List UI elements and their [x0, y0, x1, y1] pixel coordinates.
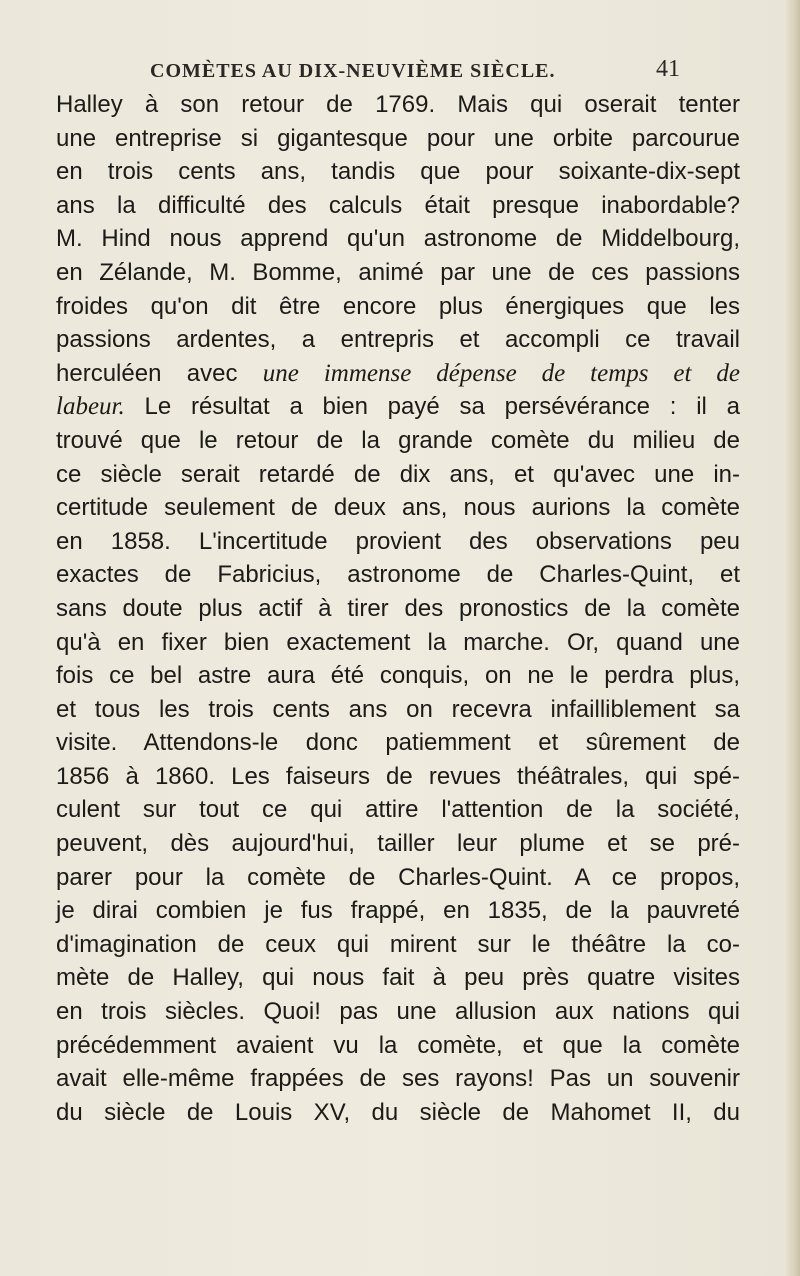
text-line: M. Hind nous apprend qu'un astronome de Middelbourg, [56, 225, 740, 253]
text-run: Le résultat a bien payé sa persévérance : il a [124, 393, 740, 421]
text-line: visite. Attendons-le donc patiemment et sûrement de [56, 729, 740, 757]
text-line: en 1858. L'incertitude provient des observations peu [56, 527, 740, 555]
text-run: herculéen avec [56, 359, 263, 387]
text-line: exactes de Fabricius, astronome de Charles-Quint, et [56, 561, 740, 589]
text-line: certitude seulement de deux ans, nous aurions la comète [56, 494, 740, 522]
text-line: avait elle-même frappées de ses rayons! Pas un souvenir [56, 1065, 740, 1093]
text-line-with-italic [56, 390, 740, 424]
text-line: qu'à en fixer bien exactement la marche. Or, quand une [56, 628, 740, 656]
text-line: du siècle de Louis XV, du siècle de Mahomet II, du [56, 1098, 740, 1126]
page-header [150, 56, 680, 88]
page-edge [786, 0, 800, 1276]
text-line: en trois siècles. Quoi! pas une allusion aux nations qui [56, 998, 740, 1026]
text-line: mète de Halley, qui nous fait à peu près quatre visites [56, 964, 740, 992]
text-line: Halley à son retour de 1769. Mais qui oserait tenter [56, 91, 740, 118]
text-line: passions ardentes, a entrepris et accompli ce travail [56, 326, 740, 354]
running-title: COMÈTES AU DIX-NEUVIÈME SIÈCLE. [150, 60, 556, 82]
text-line: culent sur tout ce qui attire l'attention de la société, [56, 796, 740, 824]
text-line: trouvé que le retour de la grande comète du milieu de [56, 426, 740, 454]
text-line: peuvent, dès aujourd'hui, tailler leur plume et se pré- [56, 830, 740, 858]
text-line-with-italic [56, 357, 740, 391]
text-line: sans doute plus actif à tirer des pronostics de la comète [56, 594, 740, 622]
text-line: je dirai combien je fus frappé, en 1835, de la pauvreté [56, 897, 740, 925]
text-line: une entreprise si gigantesque pour une orbite parcourue [56, 124, 740, 152]
text-line: froides qu'on dit être encore plus énergiques que les [56, 292, 740, 320]
text-line: ans la difficulté des calculs était presque inabordable? [56, 191, 740, 219]
text-line: parer pour la comète de Charles-Quint. A ce propos, [56, 863, 740, 891]
text-line: précédemment avaient vu la comète, et que la comète [56, 1031, 740, 1059]
body-text [56, 88, 740, 1129]
italic-word: labeur. [56, 393, 125, 421]
page-number: 41 [656, 56, 680, 82]
italic-phrase: une immense dépense de temps et de [262, 359, 740, 387]
text-line: fois ce bel astre aura été conquis, on ne le perdra plus, [56, 662, 740, 690]
text-line: en trois cents ans, tandis que pour soixante-dix-sept [56, 158, 740, 186]
text-line: en Zélande, M. Bomme, animé par une de ces passions [56, 258, 740, 286]
text-line: 1856 à 1860. Les faiseurs de revues théâtrales, qui spé- [56, 762, 740, 790]
text-line: et tous les trois cents ans on recevra infailliblement sa [56, 695, 740, 723]
text-line: d'imagination de ceux qui mirent sur le théâtre la co- [56, 930, 740, 958]
text-line: ce siècle serait retardé de dix ans, et qu'avec une in- [56, 460, 740, 488]
